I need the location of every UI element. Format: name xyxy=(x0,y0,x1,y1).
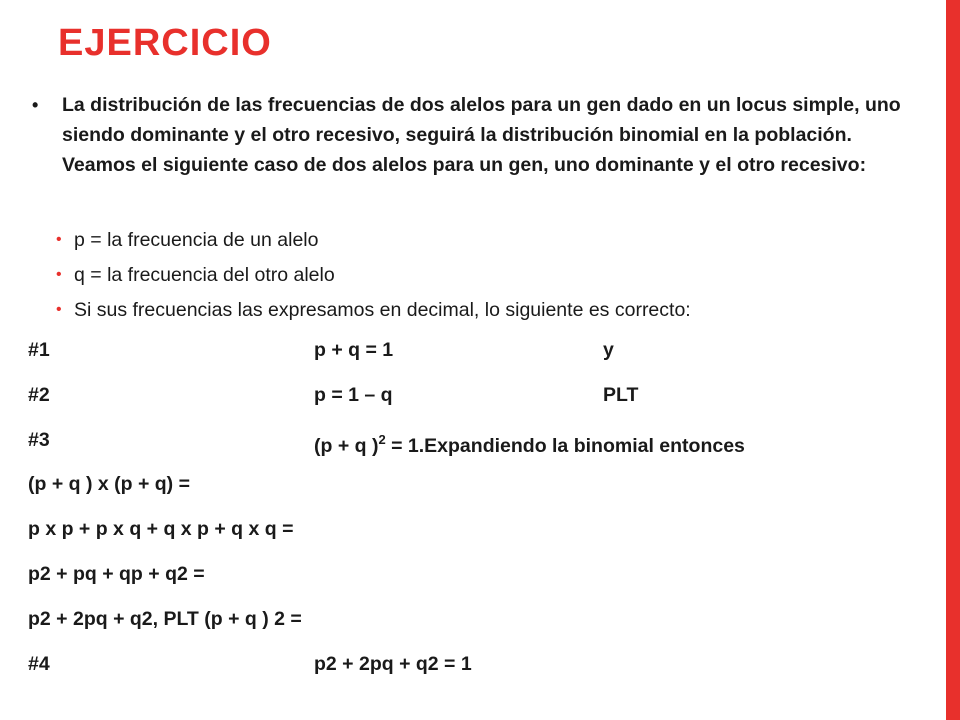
equation-note: y xyxy=(603,339,614,361)
sub-bullet-item xyxy=(56,226,916,261)
intro-bullet xyxy=(32,90,912,180)
equation-label: #2 xyxy=(28,383,50,406)
equation-row-4 xyxy=(28,650,928,695)
equation-expression: (p + q )$^2$ = 1.Expandiendo la binomial entonces xyxy=(314,431,745,457)
bullet-dot-icon: • xyxy=(56,231,62,248)
expansion-line: p2 + pq + qp + q2 = xyxy=(28,562,205,585)
sub-bullet-text: q = la frecuencia del otro alelo xyxy=(74,264,335,286)
equation-label: #1 xyxy=(28,339,50,361)
equation-label: #4 xyxy=(28,652,50,675)
equation-row-1 xyxy=(28,336,928,381)
expansion-line: (p + q ) x (p + q) = xyxy=(28,473,190,496)
expansion-line: p2 + 2pq + q2, PLT (p + q ) 2 = xyxy=(28,607,302,630)
exponent: 2 xyxy=(378,431,386,447)
equation-row-2 xyxy=(28,381,928,426)
equation-expression: p = 1 – q xyxy=(314,383,393,406)
bullet-dot-icon: • xyxy=(32,95,39,115)
expansion-line: p x p + p x q + q x p + q x q = xyxy=(28,518,294,541)
sub-bullet-item xyxy=(56,296,916,331)
equation-row-3 xyxy=(28,426,928,471)
equation-expression: p2 + 2pq + q2 = 1 xyxy=(314,652,472,675)
sub-bullet-item xyxy=(56,261,916,296)
intro-bullet-text: La distribución de las frecuencias de dos alelos para un gen dado en un locus simple, uno siendo dominante y el otro recesivo, seguirá la distribución binomial en la población. Veamos el siguiente caso de dos alelos para un gen, uno dominante y el otro recesivo: xyxy=(62,94,901,176)
sub-bullet-text: Si sus frecuencias las expresamos en decimal, lo siguiente es correcto: xyxy=(74,299,691,321)
equation-block xyxy=(28,336,928,694)
bullet-dot-icon: • xyxy=(56,266,62,283)
sub-bullet-text: p = la frecuencia de un alelo xyxy=(74,229,319,251)
bullet-dot-icon: • xyxy=(56,301,62,318)
sub-bullet-list xyxy=(56,226,916,331)
equation-expression: p + q = 1 xyxy=(314,339,394,361)
equation-label: #3 xyxy=(28,428,50,451)
equation-note: PLT xyxy=(603,383,639,406)
accent-side-bar xyxy=(946,0,960,720)
slide-title: EJERCICIO xyxy=(58,22,272,64)
